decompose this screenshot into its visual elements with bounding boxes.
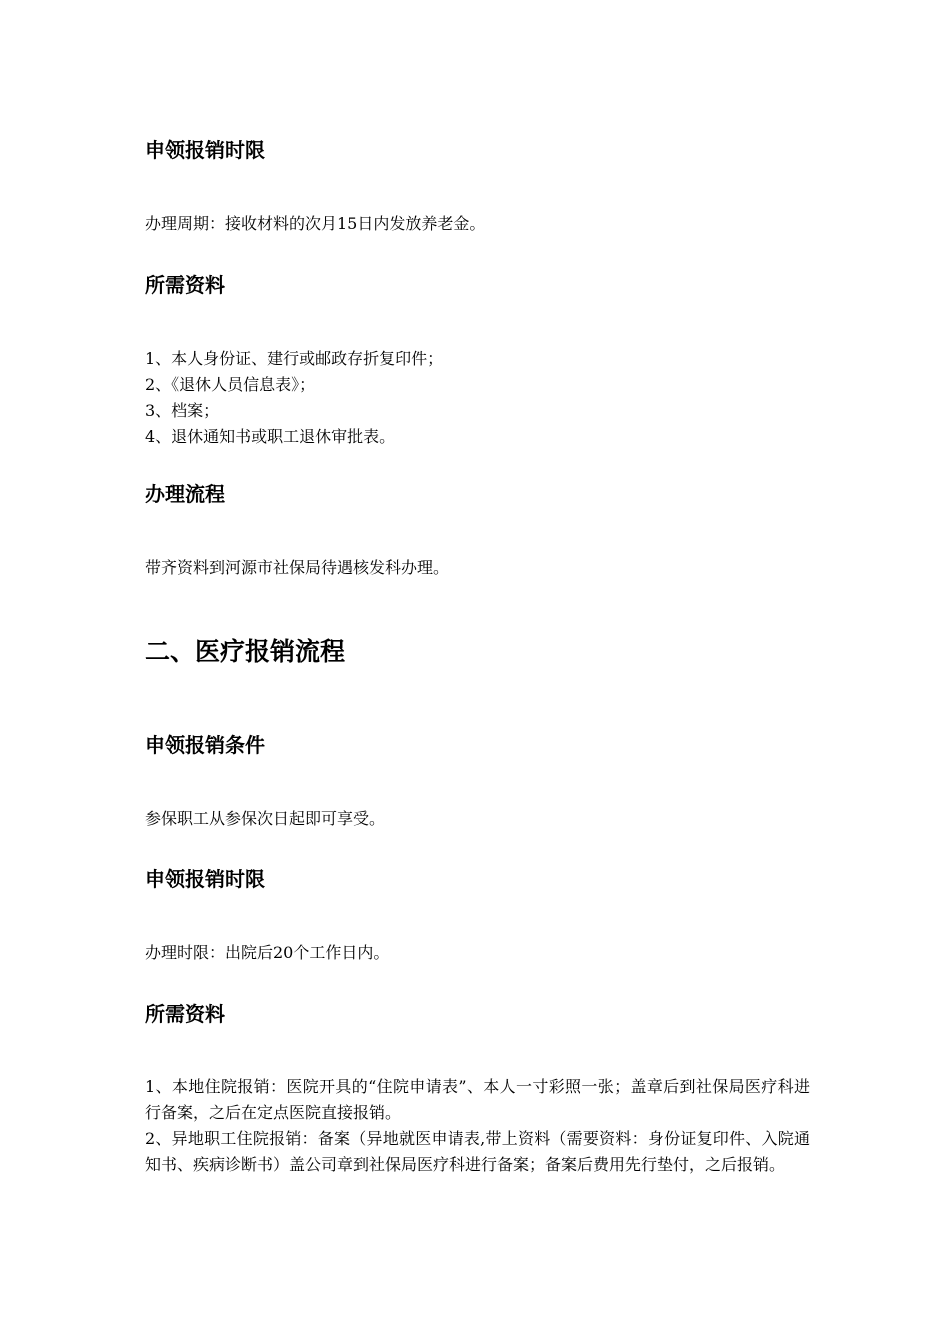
section1-time-limit-heading: 申领报销时限: [145, 138, 265, 162]
section2-condition-text: 参保职工从参保次日起即可享受。: [145, 809, 386, 828]
section2-time-limit-heading: 申领报销时限: [145, 867, 265, 891]
section1-process-heading: 办理流程: [145, 482, 225, 506]
list-item: 4、退休通知书或职工退休审批表。: [145, 427, 396, 446]
section1-materials-list: [145, 346, 810, 450]
list-item: 2、异地职工住院报销：备案（异地就医申请表,带上资料（需要资料：身份证复印件、入院通知书、疾病诊断书）盖公司章到社保局医疗科进行备案；备案后费用先行垫付，之后报销。: [145, 1129, 810, 1174]
section2-materials-heading: 所需资料: [145, 1002, 225, 1026]
section2-time-limit-text: 办理时限：出院后20个工作日内。: [145, 943, 390, 962]
section1-time-limit-text: 办理周期：接收材料的次月15日内发放养老金。: [145, 214, 486, 233]
section1-materials-heading: 所需资料: [145, 273, 225, 297]
list-item: 1、本人身份证、建行或邮政存折复印件；: [145, 349, 444, 368]
section2-condition-heading: 申领报销条件: [145, 733, 265, 757]
list-item: 1、本地住院报销：医院开具的“住院申请表”、本人一寸彩照一张；盖章后到社保局医疗科进行备案，之后在定点医院直接报销。: [145, 1077, 810, 1122]
section2-materials-list: [145, 1074, 810, 1178]
section2-title: 二、医疗报销流程: [145, 637, 346, 666]
list-item: 2、《退休人员信息表》；: [145, 375, 316, 394]
list-item: 3、档案；: [145, 401, 220, 420]
section1-process-text: 带齐资料到河源市社保局待遇核发科办理。: [145, 558, 450, 577]
